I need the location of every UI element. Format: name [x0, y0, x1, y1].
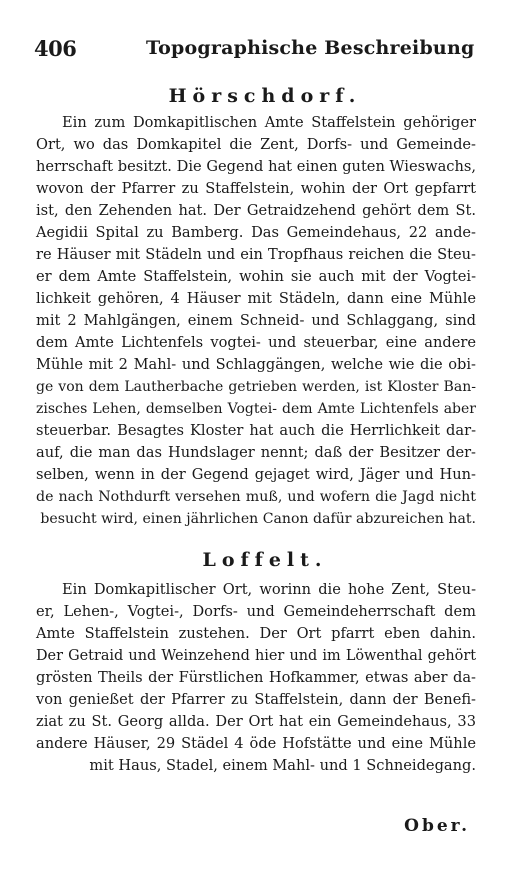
- text-line: zisches Lehen, demselben Vogtei- dem Amte Lichtenfels aber: [36, 401, 476, 417]
- page-number: 406: [34, 36, 77, 61]
- text-line: ziat zu St. Georg allda. Der Ort hat ein Gemeindehaus, 33: [36, 713, 476, 730]
- text-line: auf, die man das Hundslager nennt; daß der Besitzer der-: [36, 444, 476, 461]
- text-line: wovon der Pfarrer zu Staffelstein, wohin der Ort gepfarrt: [36, 180, 476, 197]
- text-line: lichkeit gehören, 4 Häuser mit Städeln, dann eine Mühle: [36, 290, 476, 307]
- text-line: grösten Theils der Fürstlichen Hofkammer, etwas aber da-: [36, 669, 476, 686]
- text-line: er dem Amte Staffelstein, wohin sie auch mit der Vogtei-: [36, 268, 476, 285]
- text-line: Der Getraid und Weinzehend hier und im Löwenthal gehört: [36, 648, 476, 664]
- text-line: Ort, wo das Domkapitel die Zent, Dorfs- und Gemeinde-: [36, 136, 476, 153]
- running-title: Topographische Beschreibung: [146, 37, 475, 59]
- text-line: de nach Nothdurft versehen muß, und wofern die Jagd nicht: [36, 489, 476, 505]
- text-line: ge von dem Lautherbache getrieben werden, ist Kloster Ban-: [36, 379, 476, 395]
- text-line: steuerbar. Besagtes Kloster hat auch die Herrlichkeit dar-: [36, 422, 476, 439]
- section-title-hoerschdorf: Hörschdorf.: [168, 85, 362, 107]
- section-title-loffelt: Loffelt.: [202, 549, 328, 571]
- text-line: von genießet der Pfarrer zu Staffelstein, dann der Benefi-: [36, 691, 476, 708]
- text-line: andere Häuser, 29 Städel 4 öde Hofstätte und eine Mühle: [36, 735, 476, 752]
- text-line: Amte Staffelstein zustehen. Der Ort pfarrt eben dahin.: [36, 625, 476, 642]
- text-line: Aegidii Spital zu Bamberg. Das Gemeindehaus, 22 ande-: [36, 224, 476, 241]
- catchword: Ober.: [404, 816, 470, 836]
- running-head: [34, 36, 484, 66]
- text-line: mit 2 Mahlgängen, einem Schneid- und Schlaggang, sind: [36, 312, 476, 329]
- text-line: mit Haus, Stadel, einem Mahl- und 1 Schneidegang.: [89, 757, 476, 774]
- text-line: herrschaft besitzt. Die Gegend hat einen guten Wieswachs,: [36, 158, 476, 175]
- text-line: ist, den Zehenden hat. Der Getraidzehend gehört dem St.: [36, 202, 476, 219]
- text-line: selben, wenn in der Gegend gejaget wird, Jäger und Hun-: [36, 466, 476, 483]
- text-line: Mühle mit 2 Mahl- und Schlaggängen, welche wie die obi-: [36, 356, 476, 373]
- text-line: Ein Domkapitlischer Ort, worinn die hohe Zent, Steu-: [62, 581, 476, 598]
- text-line: er, Lehen-, Vogtei-, Dorfs- und Gemeindeherrschaft dem: [36, 603, 476, 620]
- text-line: re Häuser mit Städeln und ein Tropfhaus reichen die Steu-: [36, 246, 476, 263]
- text-line: Ein zum Domkapitlischen Amte Staffelstein gehöriger: [62, 114, 476, 131]
- text-line: dem Amte Lichtenfels vogtei- und steuerbar, eine andere: [36, 334, 476, 351]
- text-line: besucht wird, einen jährlichen Canon dafür abzureichen hat.: [40, 511, 476, 527]
